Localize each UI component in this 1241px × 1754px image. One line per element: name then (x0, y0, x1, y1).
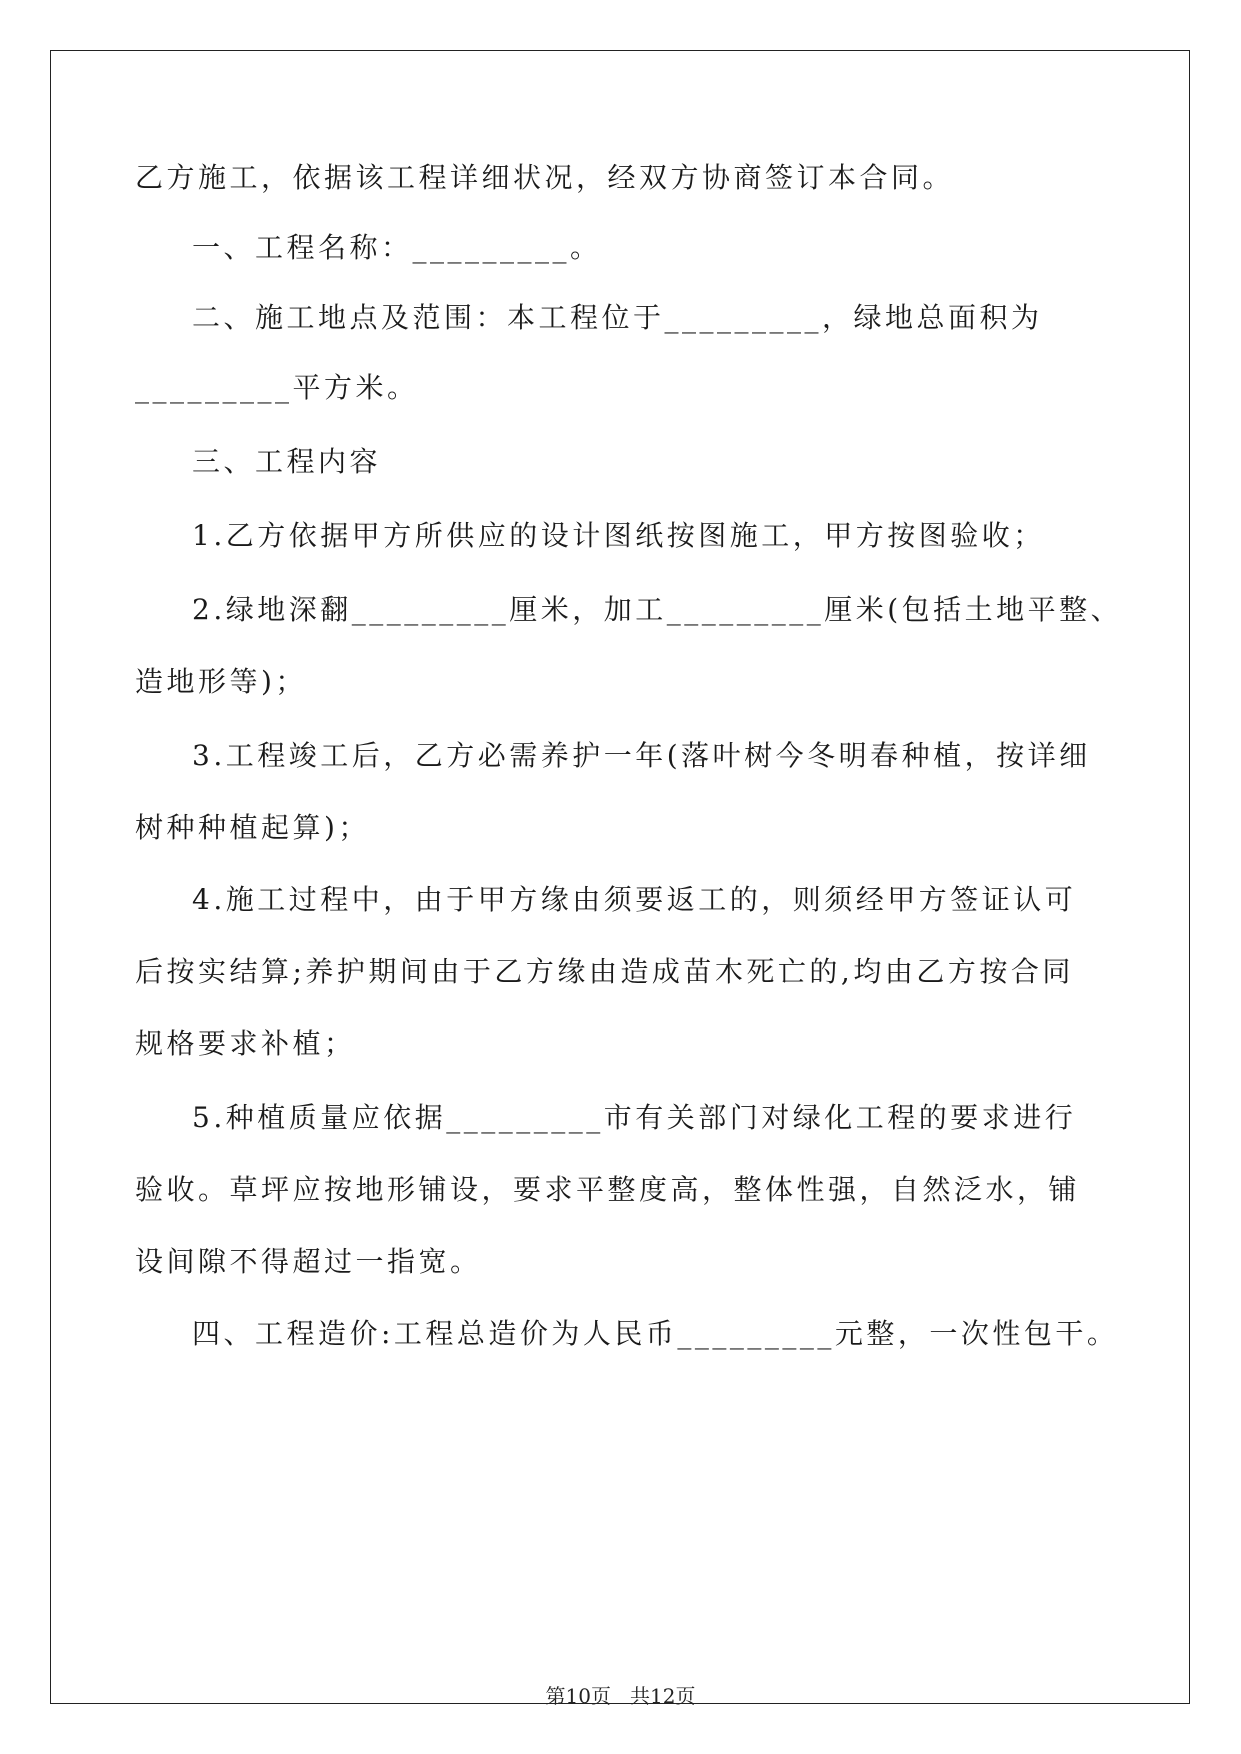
text-line-1: 乙方施工，依据该工程详细状况，经双方协商签订本合同。 (135, 161, 955, 194)
text-line-7: 2.绿地深翻_________厘米，加工_________厘米(包括土地平整、 (192, 593, 1123, 626)
page-number: 第10页 共12页 (545, 1684, 696, 1708)
text-line-15: 验收。草坪应按地形铺设，要求平整度高，整体性强，自然泛水，铺 (135, 1173, 1081, 1206)
text-line-3: 二、施工地点及范围：本工程位于_________，绿地总面积为 (192, 301, 1043, 334)
text-line-17: 四、工程造价:工程总造价为人民币_________元整，一次性包干。 (192, 1317, 1119, 1350)
text-line-13: 规格要求补植； (135, 1027, 356, 1060)
text-line-5: 三、工程内容 (192, 445, 382, 478)
text-line-6: 1.乙方依据甲方所供应的设计图纸按图施工，甲方按图验收； (192, 519, 1045, 552)
text-line-2: 一、工程名称：_________。 (192, 231, 602, 264)
text-line-10: 树种种植起算)； (135, 811, 370, 844)
text-line-14: 5.种植质量应依据_________市有关部门对绿化工程的要求进行 (192, 1101, 1077, 1134)
text-line-4: _________平方米。 (135, 371, 419, 404)
text-line-8: 造地形等)； (135, 665, 307, 698)
text-line-9: 3.工程竣工后，乙方必需养护一年(落叶树今冬明春种植，按详细 (192, 739, 1091, 772)
text-line-12: 后按实结算;养护期间由于乙方缘由造成苗木死亡的,均由乙方按合同 (135, 955, 1074, 988)
text-line-11: 4.施工过程中，由于甲方缘由须要返工的，则须经甲方签证认可 (192, 883, 1077, 916)
text-line-16: 设间隙不得超过一指宽。 (135, 1245, 482, 1278)
